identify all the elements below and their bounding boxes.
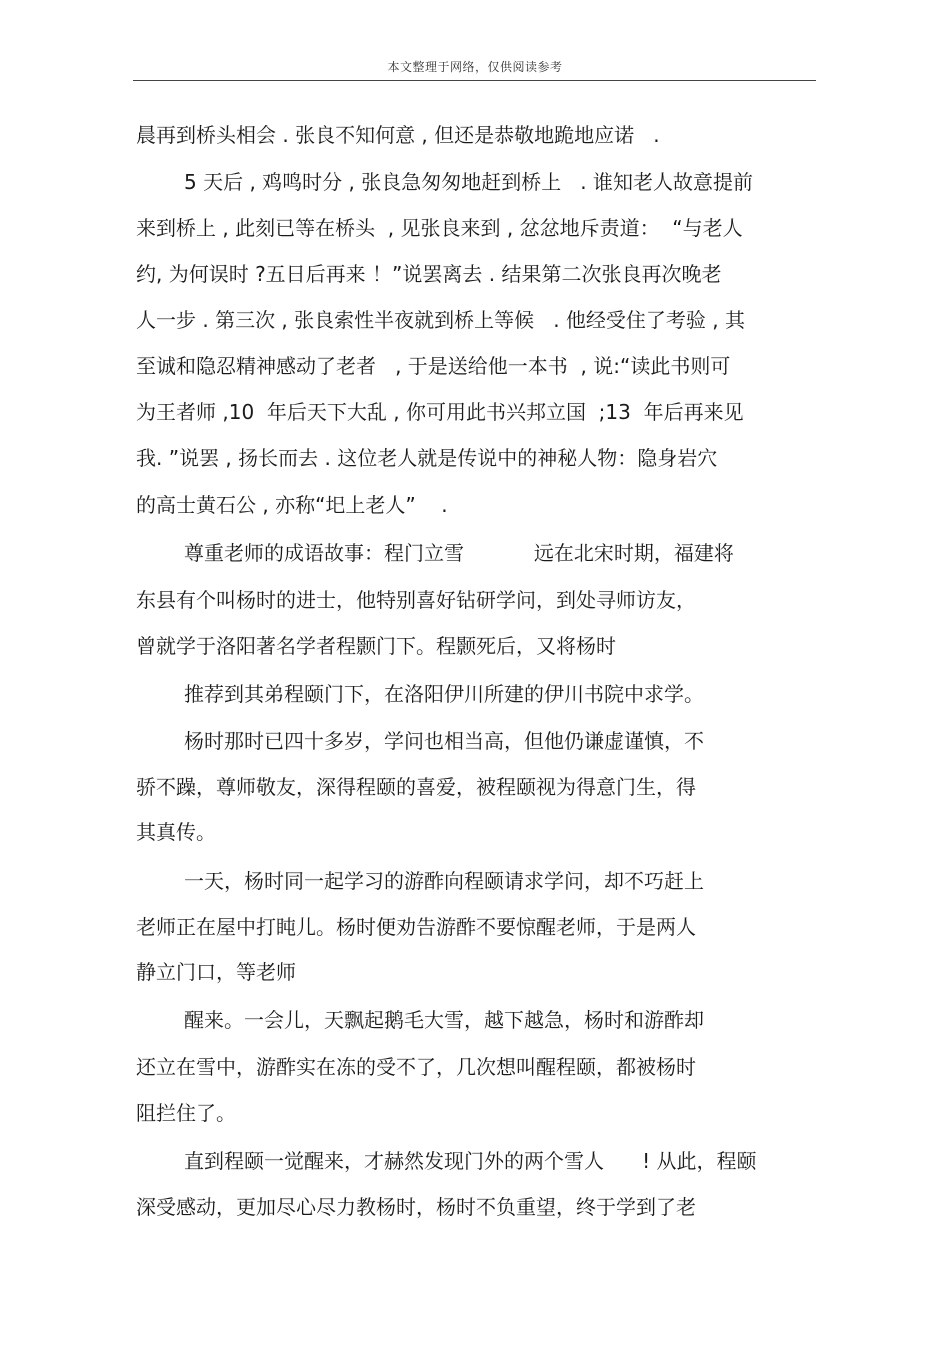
- text-line: 约, 为何误时 ?五日后再来 ！”说罢离去 . 结果第二次张良再次晚老: [136, 262, 722, 286]
- text-line: 尊重老师的成语故事：程门立雪 远在北宋时期，福建将: [184, 541, 734, 565]
- text-line: 晨再到桥头相会 . 张良不知何意 , 但还是恭敬地跪地应诺 .: [136, 123, 660, 147]
- text-line: 其真传。: [136, 820, 216, 844]
- text-line: 阻拦住了。: [136, 1101, 236, 1125]
- text-line: 静立门口，等老师: [136, 960, 296, 984]
- text-line: 直到程颐一觉醒来，才赫然发现门外的两个雪人 ! 从此，程颐: [184, 1149, 757, 1173]
- text-line: 曾就学于洛阳著名学者程颢门下。程颢死后，又将杨时: [136, 634, 616, 658]
- text-line: 5 天后 , 鸡鸣时分 , 张良急匆匆地赶到桥上 . 谁知老人故意提前: [184, 170, 754, 194]
- text-line: 深受感动，更加尽心尽力教杨时，杨时不负重望，终于学到了老: [136, 1195, 696, 1219]
- text-line: 来到桥上 , 此刻已等在桥头 , 见张良来到 , 忿忿地斥责道： “与老人: [136, 216, 743, 240]
- text-line: 骄不躁，尊师敬友，深得程颐的喜爱，被程颐视为得意门生，得: [136, 775, 696, 799]
- text-line: 老师正在屋中打盹儿。杨时便劝告游酢不要惊醒老师，于是两人: [136, 915, 696, 939]
- page-header: 本文整理于网络，仅供阅读参考: [387, 60, 563, 74]
- text-line: 人一步 . 第三次 , 张良索性半夜就到桥上等候 . 他经受住了考验 , 其: [136, 308, 746, 332]
- text-line: 还立在雪中，游酢实在冻的受不了，几次想叫醒程颐，都被杨时: [136, 1055, 696, 1079]
- text-line: 东县有个叫杨时的进士，他特别喜好钻研学问，到处寻师访友，: [136, 588, 696, 612]
- text-line: 的高士黄石公 , 亦称“圯上老人” .: [136, 493, 448, 517]
- text-line: 我. ”说罢 , 扬长而去 . 这位老人就是传说中的神秘人物：隐身岩穴: [136, 446, 718, 470]
- text-line: 醒来。一会儿，天飘起鹅毛大雪，越下越急，杨时和游酢却: [184, 1008, 704, 1032]
- text-line: 一天，杨时同一起学习的游酢向程颐请求学问，却不巧赶上: [184, 869, 704, 893]
- text-line: 至诚和隐忍精神感动了老者 , 于是送给他一本书 , 说:“读此书则可: [136, 354, 731, 378]
- header-divider: [133, 80, 816, 81]
- text-line: 推荐到其弟程颐门下，在洛阳伊川所建的伊川书院中求学。: [184, 682, 704, 706]
- text-line: 为王者师 ,10 年后天下大乱 , 你可用此书兴邦立国 ;13 年后再来见: [136, 400, 744, 424]
- text-line: 杨时那时已四十多岁，学问也相当高，但他仍谦虚谨慎，不: [184, 729, 704, 753]
